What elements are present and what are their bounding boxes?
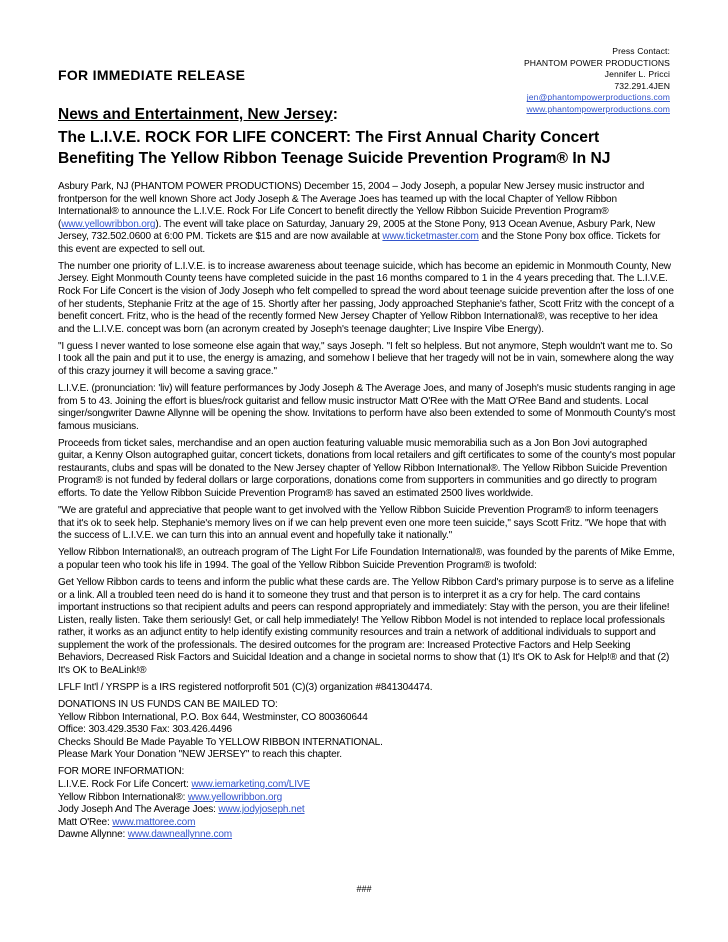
intro-text-a: Asbury Park, NJ (PHANTOM POWER PRODUCTIONS) December 15, 2004 – Jody Joseph, a popular New Jersey music instructor and frontperson for the well known Shore act Jody Joseph & The Average Joes has teamed up with the local Chapter of Yellow Ribbon International® to announce the L.I.V.E. Rock For Life Concert to benefit directly the Yellow Ribbon Suicide Prevention Program® (: [58, 181, 645, 230]
paragraph-quote-joseph: "I guess I never wanted to lose someone else again that way," says Joseph. "I felt so helpless. But not anymore, Steph wouldn't want me to. So I took all the pain and put it to use, the energy is amazing, and somehow I believe that her tragedy will not be in vain, somewhere along the way of this crazy journey it will become a saving grace.": [58, 340, 674, 377]
paragraph-performers: L.I.V.E. (pronunciation: 'liv) will feature performances by Jody Joseph & The Average Joes, and many of Joseph's music students ranging in age from 5 to 43. Joining the effort is blues/rock guitarist and fellow music instructor Matt O'Ree with the Matt O'Ree Band and students. Local singer/songwriter Dawne Allynne will be opening the show. Invitations to perform have also been extended to some of Monmouth County's most famous musicians.: [58, 382, 676, 432]
paragraph-cards: Get Yellow Ribbon cards to teens and inform the public what these cards are. The Yellow Ribbon Card's primary purpose is to serve as a lifeline or a link. All a troubled teen need do is hand it to someone they trust and that person is to interpret it as a cry for help. The card contains important instructions so that recipient adults and peers can respond appropriately and immediately: Stay with the person, you are their lifeline! Listen, really listen. Take them seriously! Get, or call help immediately! The Yellow Ribbon Model is not intended to replace local professionals rather, it works as an adjunct entity to help identify existing community resources and train a network of additional individuals to support and supplement the work of the professionals. The desired outcomes for the program are: Increased Protective Factors and Help Seeking Behaviors, Decreased Risk Factors and Suicidal Ideation and a change in societal norms to show that (1) It's OK to Ask for Help!® and that (2) It's OK to BeALink!®: [58, 577, 674, 676]
press-contact-block: [470, 46, 670, 116]
donations-line: Yellow Ribbon International, P.O. Box 644, Westminster, CO 800360644: [58, 711, 368, 723]
info-label: L.I.V.E. Rock For Life Concert:: [58, 779, 192, 790]
press-release-title: [58, 127, 678, 169]
info-link-dawneallynne[interactable]: www.dawneallynne.com: [127, 829, 233, 841]
more-info-block: [58, 766, 676, 841]
info-label: Dawne Allynne:: [58, 829, 128, 841]
release-heading: FOR IMMEDIATE RELEASE: [58, 67, 246, 83]
paragraph-nonprofit: LFLF Int'l / YRSPP is a IRS registered notforprofit 501 (C)(3) organization #841304474.: [58, 681, 433, 693]
press-contact-email-link[interactable]: jen@phantompowerproductions.com: [526, 92, 670, 103]
title-line-1: The L.I.V.E. ROCK FOR LIFE CONCERT: The First Annual Charity Concert: [58, 129, 600, 146]
press-release-body: [58, 181, 676, 846]
press-contact-phone: 732.291.4JEN: [614, 80, 670, 91]
donations-line: Checks Should Be Made Payable To YELLOW RIBBON INTERNATIONAL.: [58, 736, 383, 748]
more-info-heading: FOR MORE INFORMATION:: [58, 766, 185, 778]
yellowribbon-link[interactable]: www.yellowribbon.org: [61, 218, 156, 230]
info-link-live[interactable]: www.iemarketing.com/LIVE: [191, 779, 310, 790]
ticketmaster-link[interactable]: www.ticketmaster.com: [382, 231, 479, 243]
info-label: Yellow Ribbon International®:: [58, 791, 188, 803]
press-contact-company: PHANTOM POWER PRODUCTIONS: [523, 57, 670, 68]
dateline: [58, 106, 338, 124]
press-contact-name: Jennifer L. Pricci: [604, 69, 670, 80]
title-line-2: Benefiting The Yellow Ribbon Teenage Suicide Prevention Program® In NJ: [58, 150, 611, 167]
info-link-yellowribbon[interactable]: www.yellowribbon.org: [187, 791, 283, 803]
paragraph-quote-fritz: "We are grateful and appreciative that people want to get involved with the Yellow Ribbon Suicide Prevention Program® to inform teenagers that it's ok to seek help. Stephanie's memory lives on if we can help prevent even one more teen suicide," says Scott Fritz. "We hope that with the success of L.I.V.E. we can turn this into an annual event and hopefully take it nationally.": [58, 505, 667, 542]
end-mark: ###: [356, 884, 372, 894]
intro-text-c: and the Stone Pony box office. Tickets for this event are expected to sell out.: [58, 231, 661, 255]
info-label: Jody Joseph And The Average Joes:: [58, 804, 219, 816]
paragraph-priority: The number one priority of L.I.V.E. is to increase awareness about teenage suicide, which has become an epidemic in Monmouth County, New Jersey. Eight Monmouth County teens have completed suicide in the past 16 months compared to 1 in the 4 years preceding that. The L.I.V.E. Rock For Life Concert is the vision of Jody Joseph who felt compelled to spread the word about teenage suicide prevention after the loss of one of her students, Stephanie Fritz at the age of 15. Shortly after her passing, Jody approached Stephanie's father, Scott Fritz with the concept of a benefit concert. Fritz, who is the head of the recently formed New Jersey Chapter of Yellow Ribbon International®, was receptive to her idea and the L.I.V.E. concept was born (an acronym created by Joseph's teenage daughter; Live Inspire Vibe Energy).: [58, 260, 674, 335]
paragraph-intro: [58, 181, 676, 256]
donations-line: Please Mark Your Donation "NEW JERSEY" to reach this chapter.: [58, 749, 342, 761]
dateline-colon: :: [332, 106, 338, 123]
donations-block: [58, 699, 676, 762]
press-contact-label: Press Contact:: [612, 46, 670, 56]
intro-text-b: ). The event will take place on Saturday, January 29, 2005 at the Stone Pony, 913 Ocean Avenue, Asbury Park, New Jersey, 732.502.0600 at 6:00 PM. Tickets are $15 and are now available at: [58, 218, 656, 243]
press-contact-website-link[interactable]: www.phantompowerproductions.com: [526, 103, 670, 114]
info-link-mattoree[interactable]: www.mattoree.com: [112, 816, 196, 828]
dateline-text: News and Entertainment, New Jersey: [58, 106, 333, 123]
donations-line: DONATIONS IN US FUNDS CAN BE MAILED TO:: [58, 699, 278, 711]
paragraph-proceeds: Proceeds from ticket sales, merchandise and an open auction featuring valuable music memorabilia such as a Jon Bon Jovi autographed guitar, a Kenny Olson autographed guitar, concert tickets, donations from local retailers and gift certificates to some of the county's most popular restaurants, clubs and spas will be donated to the New Jersey chapter of Yellow Ribbon International®. The Yellow Ribbon Suicide Prevention Program® is not funded by federal dollars or large corporations, donations come from supporters in communities and go directly to program efforts. To date the Yellow Ribbon Suicide Prevention Program® has saved an estimated 2500 lives worldwide.: [58, 437, 676, 499]
donations-line: Office: 303.429.3530 Fax: 303.426.4496: [58, 724, 232, 736]
info-link-jodyjoseph[interactable]: www.jodyjoseph.net: [218, 804, 305, 816]
paragraph-yellow-ribbon: Yellow Ribbon International®, an outreach program of The Light For Life Foundation International®, was founded by the parents of Mike Emme, a popular teen who took his life in 1994. The goal of the Yellow Ribbon Suicide Prevention Program® is twofold:: [58, 547, 675, 571]
info-label: Matt O'Ree:: [58, 816, 113, 828]
